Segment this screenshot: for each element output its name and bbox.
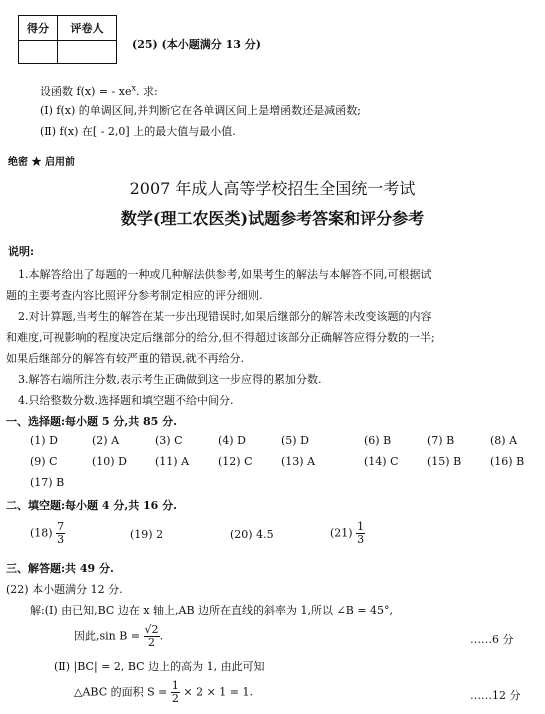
note-line: 3.解答右端所注分数,表示考生正确做到这一步应得的累加分数. [18, 373, 322, 386]
note-line: 和难度,可视影响的程度决定后继部分的给分,但不得超过该部分正确解答应得分数的一半; [6, 331, 435, 344]
mc-answer: (14) C [364, 455, 399, 468]
note-line: 4.只给整数分数.选择题和填空题不给中间分. [18, 394, 234, 407]
fill-answer-21: (21) $\frac{1}{3}$ [330, 520, 365, 546]
q25-header: (25) (本小题满分 13 分) [132, 38, 261, 51]
mc-answer: (3) C [155, 434, 183, 447]
mc-answer: (12) C [218, 455, 253, 468]
answer-title: 数学(理工农医类)试题参考答案和评分参考 [120, 209, 425, 228]
note-line: 2.对计算题,当考生的解答在某一步出现错误时,如果后继部分的解答未改变该题的内容 [18, 310, 432, 323]
section1-title: 一、选择题:每小题 5 分,共 85 分. [6, 415, 177, 428]
confidential-label: 绝密 ★ 启用前 [8, 157, 75, 168]
solution-line: 解:(Ⅰ) 由已知,BC 边在 x 轴上,AB 边所在直线的斜率为 1,所以 ∠B = 45°, [30, 604, 394, 617]
score-table [18, 15, 117, 64]
mc-answer: (2) A [92, 434, 120, 447]
solution-line: (Ⅱ) |BC| = 2, BC 边上的高为 1, 由此可知 [54, 660, 265, 673]
mc-answer: (13) A [281, 455, 316, 468]
mc-answer: (10) D [92, 455, 127, 468]
score-mark: ……12 分 [470, 689, 521, 702]
score-header: 得分 [19, 16, 58, 41]
mc-answer: (5) D [281, 434, 309, 447]
q22-header: (22) 本小题满分 12 分. [6, 583, 123, 596]
mc-answer: (16) B [490, 455, 525, 468]
explain-label: 说明: [8, 245, 35, 258]
grader-header: 评卷人 [58, 16, 117, 41]
q25-part2: (Ⅱ) f(x) 在[ - 2,0] 上的最大值与最小值. [40, 125, 236, 138]
fill-answer-20: (20) 4.5 [230, 528, 274, 541]
fill-answer-19: (19) 2 [130, 528, 164, 541]
mc-answer: (1) D [30, 434, 58, 447]
mc-answer: (9) C [30, 455, 58, 468]
note-line: 如果后继部分的解答有较严重的错误,就不再给分. [6, 352, 244, 365]
mc-answer: (6) B [364, 434, 392, 447]
mc-answer: (4) D [218, 434, 246, 447]
section2-title: 二、填空题:每小题 4 分,共 16 分. [6, 499, 177, 512]
mc-answer: (11) A [155, 455, 190, 468]
section3-title: 三、解答题:共 49 分. [6, 562, 114, 575]
q25-part1: (Ⅰ) f(x) 的单调区间,并判断它在各单调区间上是增函数还是减函数; [40, 104, 361, 117]
score-cell [19, 41, 58, 64]
solution-line: △ABC 的面积 S = $\frac{1}{2}$ × 2 × 1 = 1. [74, 679, 253, 705]
fraction: $\frac{1}{3}$ [357, 520, 365, 546]
note-line: 题的主要考查内容比照评分参考制定相应的评分细则. [6, 289, 263, 302]
score-mark: ……6 分 [470, 633, 514, 646]
exam-title: 2007 年成人高等学校招生全国统一考试 [129, 179, 416, 198]
fraction: $\frac{√2}{2}$ [144, 623, 159, 649]
grader-cell [58, 41, 117, 64]
mc-answer: (17) B [30, 476, 65, 489]
mc-answer: (8) A [490, 434, 518, 447]
note-line: 1.本解答给出了每题的一种或几种解法供参考,如果考生的解法与本解答不同,可根据试 [18, 268, 432, 281]
mc-answer: (7) B [427, 434, 455, 447]
mc-answer: (15) B [427, 455, 462, 468]
fill-answer-18: (18) $\frac{7}{3}$ [30, 520, 65, 546]
solution-line: 因此,sin B = $\frac{√2}{2}$ . [74, 623, 164, 649]
fraction: $\frac{7}{3}$ [57, 520, 65, 546]
q25-intro: 设函数 f(x) = - $xe^x$. 求: [40, 83, 158, 98]
fraction: $\frac{1}{2}$ [171, 679, 179, 705]
